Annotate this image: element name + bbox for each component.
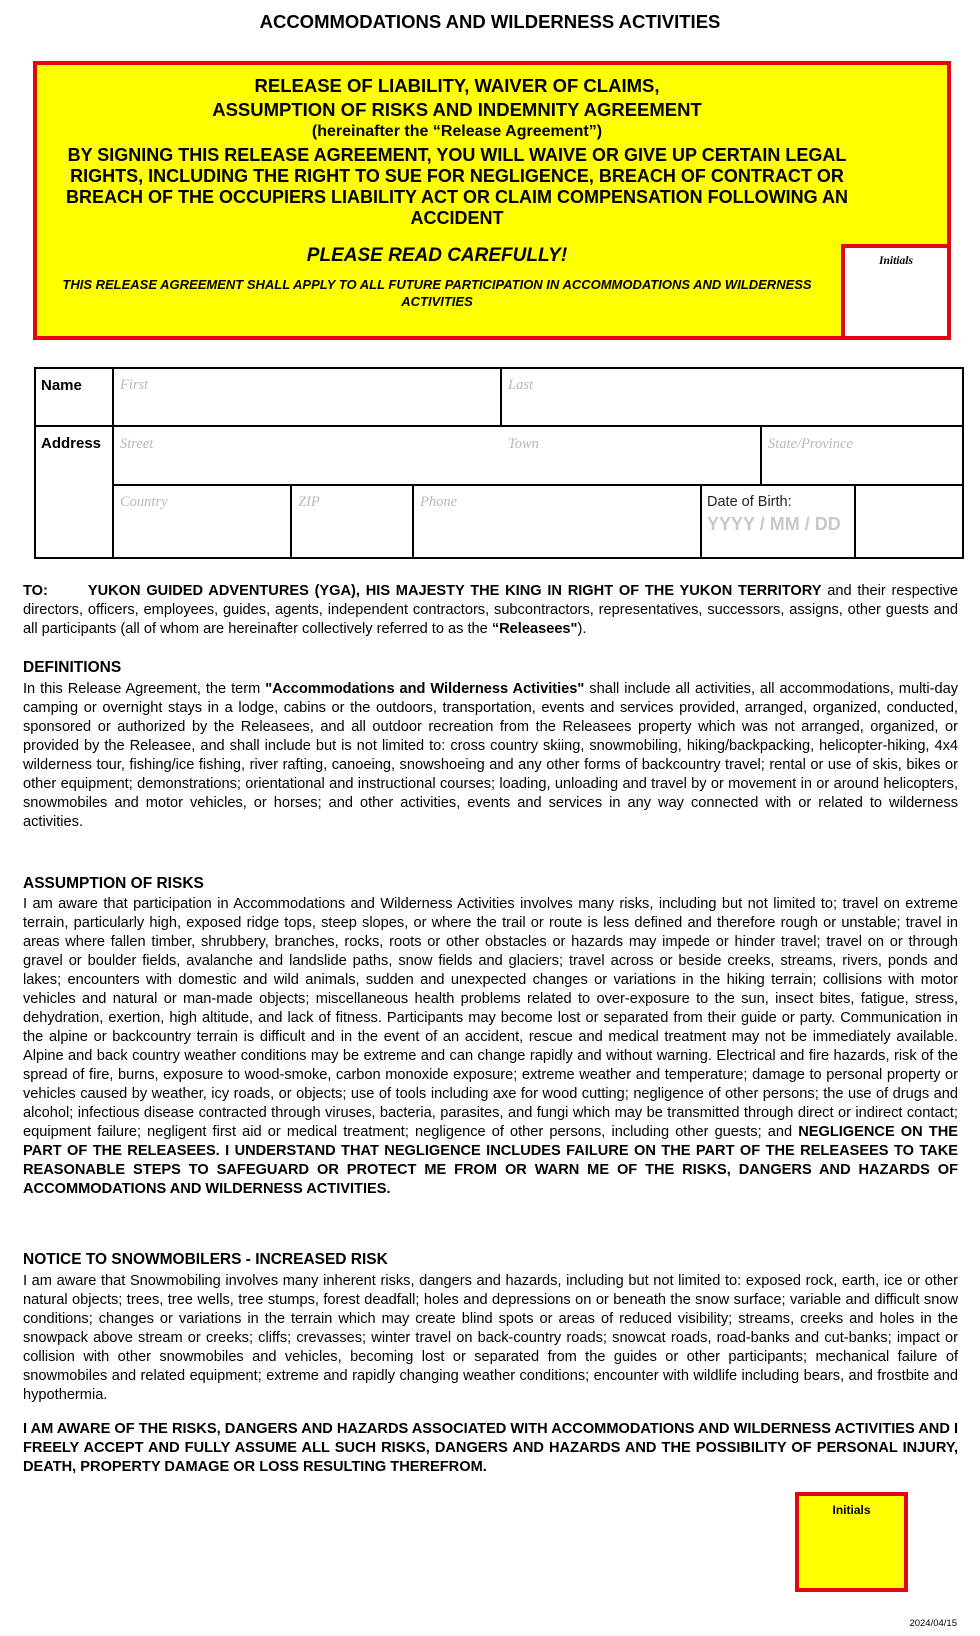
to-paragraph [23,582,958,639]
street-field[interactable]: Street [120,436,154,452]
country-field[interactable]: Country [120,494,168,510]
banner-apply-note: THIS RELEASE AGREEMENT SHALL APPLY TO ALL FUTURE PARTICIPATION IN ACCOMMODATIONS AND WILDERNESS ACTIVITIES [62,277,812,309]
snowmobile-paragraph: I am aware that Snowmobiling involves many inherent risks, dangers and hazards, including but not limited to: exposed rock, earth, ice or other natural objects; trees, tree wells, tree stumps, forest deadfall; holes and depressions on or beneath the snow surface; variable and difficult snow conditions; changes or variations in the terrain which may create blind spots or areas of reduced visibility; streams, creeks and holes in the snowpack above stream or creeks; cliffs; crevasses; winter travel on back-country roads; snowcat roads, road-banks and cut-banks; impact or collision with other snowmobiles and vehicles, becoming lost or separated from the guides or other participants; mechanical failure of snowmobiles and related equipment; extreme and rapidly changing weather conditions; encounter with wildlife including bears, and frostbite and hypothermia. [23,1273,958,1403]
to-text-2: ). [577,621,587,637]
banner-line-1: RELEASE OF LIABILITY, WAIVER OF CLAIMS, [254,75,660,96]
revision-date: 2024/04/15 [909,1618,957,1629]
dob-field[interactable]: YYYY / MM / DD [707,514,841,534]
snowmobile-heading: NOTICE TO SNOWMOBILERS - INCREASED RISK [23,1251,388,1268]
dob-label: Date of Birth: [707,494,792,510]
banner-line-2: ASSUMPTION OF RISKS AND INDEMNITY AGREEMENT [212,99,702,120]
last-name-field[interactable]: Last [508,377,533,393]
initials-box-bottom[interactable] [795,1492,908,1592]
definitions-heading: DEFINITIONS [23,659,122,676]
risks-text: I am aware that participation in Accommodations and Wilderness Activities involves many risks, including but not limited to; travel on extreme terrain, particularly high, exposed ridge tops, steep slopes, or where the trail or route is less defined and therefore rough or unstable; travel in areas where fallen timber, shrubbery, branches, rocks, roots or other obstacles or hazards may impede or hinder travel; travel on or through gravel or boulder fields, avalanche and landslide paths, snow fields and glaciers; travel across or beside creeks, streams, rivers, ponds and lakes; encounters with domestic and wild animals, sudden and unexpected changes or variations in the hiking terrain; collisions with motor vehicles and natural or man-made objects; miscellaneous health problems related to over-exposure to the sun, insect bites, fatigue, stress, dehydration, exertion, high altitude, and lack of fitness. Participants may become lost or separated from their guide or party. Communication in the alpine or backcountry terrain is difficult and in the event of an accident, rescue and medical treatment may not be immediately available. Alpine and back country weather conditions may be extreme and can change rapidly and without warning. Electrical and fire hazards, risk of the spread of fire, burns, exposure to wood-smoke, carbon monoxide exposure; extreme weather and temperature; damage to personal property or vehicles caused by weather, icy roads, or objects; use of tools including axe for wood cutting; negligence of other persons; the use of drugs and alcohol; infectious disease contracted through viruses, bacteria, parasites, and fungi which may be transmitted through direct or indirect contact; equipment failure; negligent first aid or medical treatment; negligence of other persons, including other guests; and [23,896,958,1140]
definitions-paragraph [23,680,958,832]
first-name-field[interactable]: First [120,377,149,393]
risks-heading: ASSUMPTION OF RISKS [23,875,204,892]
banner-warning: BY SIGNING THIS RELEASE AGREEMENT, YOU WILL WAIVE OR GIVE UP CERTAIN LEGAL RIGHTS, INCLUDING THE RIGHT TO SUE FOR NEGLIGENCE, BREACH OF CONTRACT OR BREACH OF THE OCCUPIERS LIABILITY ACT OR CLAIM COMPENSATION FOLLOWING AN ACCIDENT [66,145,848,228]
to-releasees: “Releasees" [491,621,578,637]
initials-label-bottom: Initials [832,1503,871,1517]
banner-line-3: (hereinafter the “Release Agreement”) [311,123,603,140]
name-label: Name [41,377,82,394]
town-field[interactable]: Town [508,436,539,452]
definitions-text-2: shall include all activities, all accommodations, multi-day camping or overnight stays in a lodge, cabins or the outdoors, transportation, events and services provided, arranged, organized, conducted, sponsored or authorized by the Releasees, and all outdoor recreation from the Releasees property which was not arranged, organized, or provided by the Releasee, and shall include but is not limited to: cross country skiing, snowmobiling, hiking/backpacking, helicopter-hiking, 4x4 wilderness tour, fishing/ice fishing, river rafting, canoeing, snowshoeing and any other forms of backcountry travel; rental or use of skis, bikes or other equipment; demonstrations; orientational and instructional courses; loading, unloading and travel by or movement in or around helicopters, snowmobiles and motor vehicles, or horses; and other activities, events and services in any way connected with or related to wilderness activities. [23,681,958,830]
address-label: Address [41,435,102,452]
risks-bold-text: NEGLIGENCE ON THE PART OF THE RELEASEES. I UNDERSTAND THAT NEGLIGENCE INCLUDES FAILURE ON THE PART OF THE RELEASEES TO TAKE REASONABLE STEPS TO SAFEGUARD OR PROTECT ME FROM OR WARN ME OF THE RISKS, DANGERS AND HAZARDS OF ACCOMMODATIONS AND WILDERNESS ACTIVITIES. [23,1124,958,1197]
page-title: ACCOMMODATIONS AND WILDERNESS ACTIVITIES [259,11,721,32]
to-text-1: and their respective directors, officers, employees, guides, agents, independent contractors, subcontractors, representatives, successors, assigns, other guests and all participants (all of whom are hereinafter collectively referred to as the [23,583,959,637]
definitions-text-1: In this Release Agreement, the term [23,681,266,697]
banner-read-carefully: PLEASE READ CAREFULLY! [306,245,568,266]
state-province-field[interactable]: State/Province [768,436,853,452]
to-label: TO: [23,583,48,599]
release-banner [33,61,951,340]
participant-form [34,367,964,559]
definitions-term: "Accommodations and Wilderness Activities" [265,681,585,697]
zip-field[interactable]: ZIP [298,494,320,510]
initials-label-top: Initials [879,255,913,267]
to-parties: YUKON GUIDED ADVENTURES (YGA), HIS MAJESTY THE KING IN RIGHT OF THE YUKON TERRITORY [87,583,822,599]
risks-paragraph [23,895,958,1199]
phone-field[interactable]: Phone [420,494,458,510]
initials-box-top[interactable] [841,244,951,340]
awareness-statement: I AM AWARE OF THE RISKS, DANGERS AND HAZARDS ASSOCIATED WITH ACCOMMODATIONS AND WILDERNESS ACTIVITIES AND I FREELY ACCEPT AND FULLY ASSUME ALL SUCH RISKS, DANGERS AND HAZARDS AND THE POSSIBILITY OF PERSONAL INJURY, DEATH, PROPERTY DAMAGE OR LOSS RESULTING THEREFROM. [23,1421,958,1475]
